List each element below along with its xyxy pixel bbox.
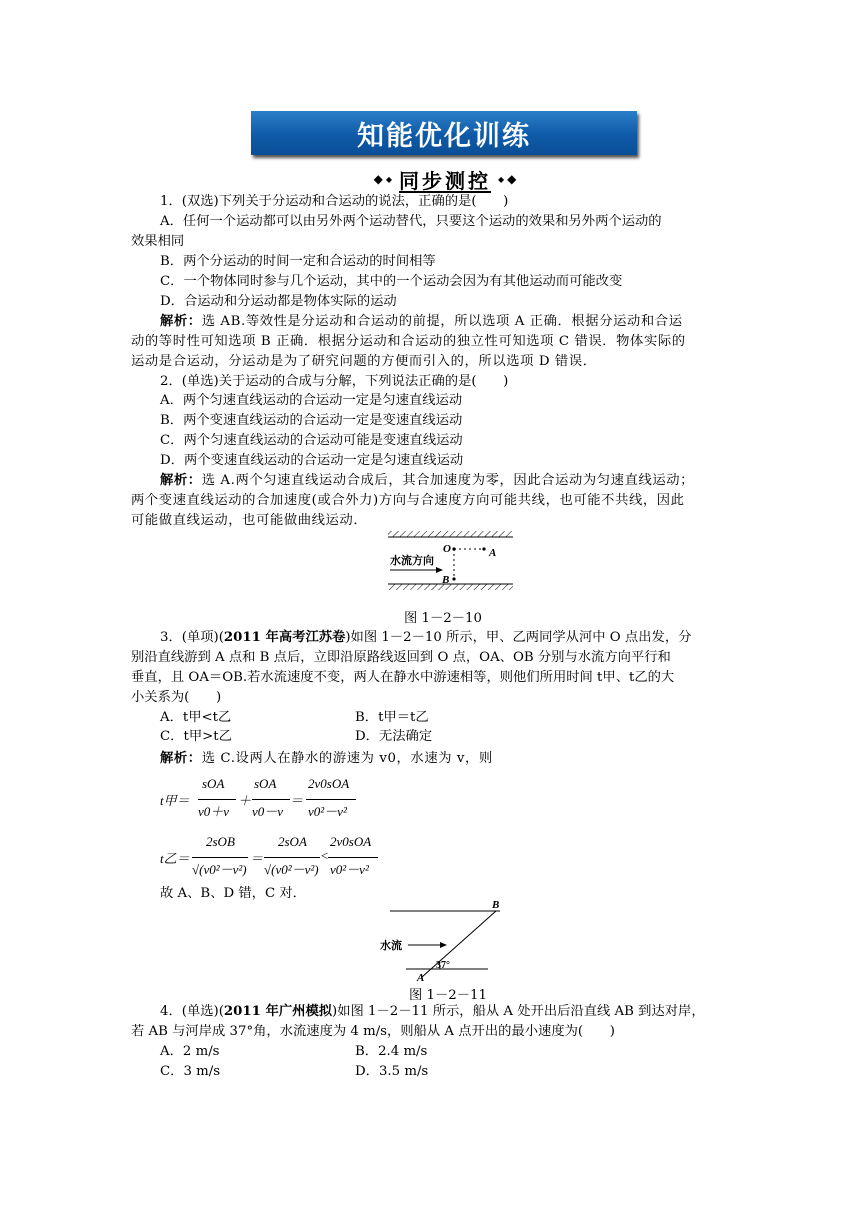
- q2-analysis-3: 可能做直线运动，也可能做曲线运动．: [131, 513, 368, 528]
- banner-title: 知能优化训练: [251, 111, 637, 155]
- formula-equals: ＝: [250, 851, 264, 866]
- q1-analysis-1: 解析：选 AB.等效性是分运动和合运动的前提，所以选项 A 正确．根据分运动和合运: [160, 314, 683, 329]
- q3-stem-4: 小关系为( ): [131, 690, 222, 705]
- q3-option-d: D．无法确定: [355, 729, 433, 744]
- formula-lhs: t甲＝: [160, 793, 190, 808]
- fraction-denominator: √(v0²－v²): [192, 862, 247, 877]
- riverbank-bottom: [388, 584, 513, 590]
- diamond-icon: ◆: [498, 174, 505, 184]
- arrow-head-icon: [440, 942, 447, 948]
- formula-t-yi: [160, 833, 380, 883]
- figure-1-2-11-caption: 图 1－2－11: [409, 988, 487, 1003]
- section-title-text: 同步测控: [399, 168, 491, 193]
- q3-option-c: C．t甲>t乙: [160, 729, 232, 744]
- point-a: [482, 547, 485, 550]
- point-o-label: O: [443, 543, 451, 555]
- fraction-bar: [252, 799, 290, 800]
- segment-ab: [422, 911, 496, 977]
- q1-option-a: A．任何一个运动都可以由另外两个运动替代，只要这个运动的效果和另外两个运动的: [160, 214, 662, 229]
- q2-analysis-2: 两个变速直线运动的合加速度(或合外力)方向与合速度方向可能共线，也可能不共线，因此: [131, 493, 685, 508]
- fraction-numerator: 2v0sOA: [308, 776, 350, 791]
- fraction-denominator: v0²－v²: [308, 804, 347, 819]
- fraction-bar: [328, 857, 378, 858]
- q3-analysis-1: 解析：选 C.设两人在静水的游速为 v0，水速为 v，则: [160, 751, 493, 766]
- q3-stem-1: 3．(单项)(2011 年高考江苏卷)如图 1－2－10 所示，甲、乙两同学从河中 O 点出发，分: [160, 630, 692, 645]
- fraction-denominator: v0－v: [252, 804, 284, 819]
- arrow-head-icon: [436, 567, 443, 573]
- q4-option-c: C．3 m/s: [160, 1064, 221, 1079]
- figure-1-2-11: [378, 898, 513, 983]
- diamond-icon: ◆: [373, 172, 383, 186]
- fraction-bar: [198, 799, 236, 800]
- q1-option-d: D．合运动和分运动都是物体实际的运动: [160, 294, 397, 309]
- fraction-numerator: sOA: [202, 776, 225, 791]
- point-b-label: B: [442, 574, 450, 586]
- q1-stem: 1．(双选)下列关于分运动和合运动的说法，正确的是( ): [160, 194, 509, 209]
- q3-stem-2: 别沿直线游到 A 点和 B 点后，立即沿原路线返回到 O 点，OA、OB 分别与水流方向平行和: [131, 650, 671, 665]
- fraction-numerator: sOA: [254, 776, 277, 791]
- formula-less-than: <: [320, 848, 329, 863]
- water-direction-label: 水流方向: [390, 555, 434, 567]
- formula-t-jia: [160, 775, 360, 825]
- q2-stem: 2．(单选)关于运动的合成与分解，下列说法正确的是( ): [160, 374, 509, 389]
- q1-analysis-3: 运动是合运动，分运动是为了研究问题的方便而引入的，所以选项 D 错误．: [131, 354, 597, 369]
- q2-analysis-1: 解析：选 A.两个匀速直线运动合成后，其合加速度为零，因此合运动为匀速直线运动；: [160, 473, 695, 488]
- fraction-bar: [264, 857, 320, 858]
- point-b-label: B: [492, 899, 500, 911]
- fraction-numerator: 2sOA: [278, 834, 307, 849]
- water-label: 水流: [380, 940, 402, 952]
- q1-option-c: C．一个物体同时参与几个运动，其中的一个运动会因为有其他运动而可能改变: [160, 274, 623, 289]
- q3-option-b: B．t甲＝t乙: [355, 710, 429, 725]
- figure-1-2-10: [380, 528, 520, 598]
- formula-operator: ＋: [238, 793, 252, 808]
- angle-label: 37°: [436, 960, 450, 971]
- q3-stem-3: 垂直，且 OA＝OB.若水流速度不变，两人在静水中游速相等，则他们所用时间 t甲、t乙的大: [131, 670, 675, 685]
- q4-option-a: A．2 m/s: [160, 1044, 220, 1059]
- point-b: [452, 577, 455, 580]
- riverbank-top: [388, 531, 513, 537]
- q4-stem-1: 4．(单选)(2011 年广州模拟)如图 1－2－11 所示，船从 A 处开出后沿直线 AB 到达对岸，: [160, 1004, 705, 1019]
- q3-option-a: A．t甲<t乙: [160, 710, 232, 725]
- fraction-bar: [192, 857, 248, 858]
- q2-option-c: C．两个匀速直线运动的合运动可能是变速直线运动: [160, 433, 463, 448]
- q1-analysis-2: 动的等时性可知选项 B 正确．根据分运动和合运动的独立性可知选项 C 错误．物体实际的: [131, 334, 686, 349]
- section-title: [355, 168, 535, 193]
- fraction-denominator: v0＋v: [198, 804, 230, 819]
- q4-option-d: D．3.5 m/s: [355, 1064, 429, 1079]
- q3-conclusion: 故 A、B、D 错，C 对．: [160, 886, 306, 901]
- fraction-denominator: √(v0²－v²): [264, 862, 319, 877]
- formula-equals: ＝: [290, 793, 304, 808]
- diamond-icon: ◆: [385, 174, 392, 184]
- q2-option-b: B．两个变速直线运动的合运动一定是变速直线运动: [160, 413, 463, 428]
- figure-1-2-10-caption: 图 1－2－10: [404, 611, 482, 626]
- q2-option-d: D．两个变速直线运动的合运动一定是匀速直线运动: [160, 453, 464, 468]
- fraction-bar: [306, 799, 356, 800]
- fraction-numerator: 2sOB: [206, 834, 235, 849]
- point-a-label: A: [489, 547, 497, 559]
- q1-option-a-cont: 效果相同: [131, 234, 185, 249]
- fraction-numerator: 2v0sOA: [330, 834, 372, 849]
- formula-lhs: t乙＝: [160, 851, 190, 866]
- point-a-label: A: [417, 972, 425, 983]
- q4-stem-2: 若 AB 与河岸成 37°角，水流速度为 4 m/s，则船从 A 点开出的最小速度为( ): [131, 1024, 615, 1039]
- q1-option-b: B．两个分运动的时间一定和合运动的时间相等: [160, 254, 436, 269]
- q2-option-a: A．两个匀速直线运动的合运动一定是匀速直线运动: [160, 393, 463, 408]
- diamond-icon: ◆: [507, 172, 517, 186]
- fraction-denominator: v0²－v²: [330, 862, 369, 877]
- q4-option-b: B．2.4 m/s: [355, 1044, 428, 1059]
